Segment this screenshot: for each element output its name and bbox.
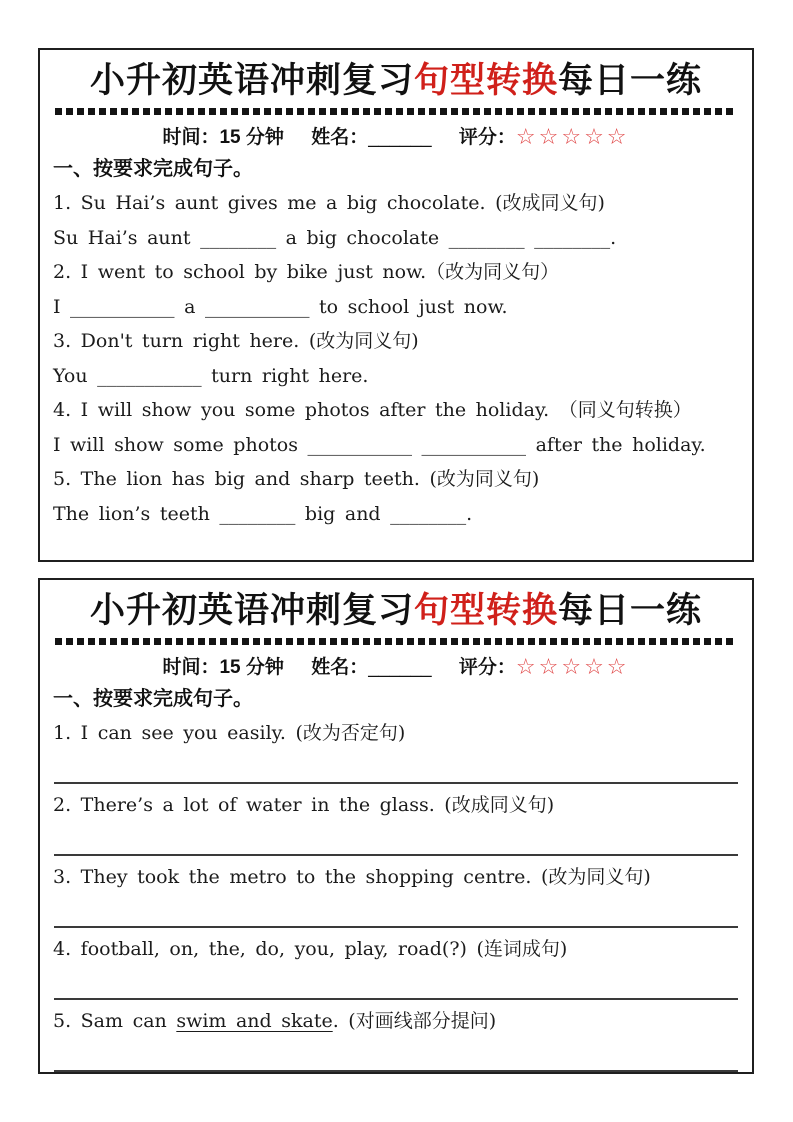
- title-black-left: 小升初英语冲刺复习: [89, 591, 414, 630]
- question-block-3: [53, 862, 739, 932]
- answer-line-5: The lion’s teeth ________ big and ________.: [53, 502, 473, 525]
- time-label: 时间：: [162, 657, 220, 678]
- time-value: 15 分钟: [219, 127, 284, 148]
- time-value: 15 分钟: [219, 657, 284, 678]
- title-black-left: 小升初英语冲刺复习: [89, 61, 414, 100]
- question-text: 5. Sam can: [53, 1010, 177, 1032]
- question-line-2: 2. I went to school by bike just now.（改为同义句）: [53, 261, 560, 283]
- score-field: [459, 127, 630, 148]
- answer-line-3: You ___________ turn right here.: [53, 364, 369, 387]
- answer-writing-line: [54, 892, 738, 928]
- question-block-5: [53, 1006, 739, 1076]
- time-field: [162, 127, 283, 148]
- score-stars-icon: ☆☆☆☆☆: [515, 655, 630, 680]
- answer-writing-line: [54, 1036, 738, 1072]
- worksheet-title: [53, 589, 739, 633]
- name-blank: ______: [368, 657, 432, 678]
- question-block-4: [53, 934, 739, 1004]
- question-line-5: [53, 1006, 739, 1036]
- dotted-divider: [55, 638, 737, 645]
- question-text-tail: . (对画线部分提问): [332, 1010, 497, 1032]
- question-line-1: 1. Su Hai’s aunt gives me a big chocolate. (改成同义句): [53, 192, 605, 214]
- question-line-4: [53, 934, 739, 964]
- name-label: 姓名：: [311, 127, 369, 148]
- underlined-phrase: swim and skate: [176, 1010, 333, 1032]
- answer-line-4: I will show some photos ___________ ___________ after the holiday.: [53, 433, 706, 456]
- score-label: 评分：: [458, 127, 516, 148]
- question-line-3: [53, 862, 739, 892]
- title-black-right: 每日一练: [558, 61, 703, 100]
- answer-line-1: Su Hai’s aunt ________ a big chocolate ________ ________.: [53, 226, 617, 249]
- score-field: [459, 657, 630, 678]
- answer-writing-line: [54, 964, 738, 1000]
- question-text: 4. football, on, the, do, you, play, road(?) (连词成句): [53, 938, 568, 960]
- name-field: [311, 127, 431, 148]
- answer-writing-line: [54, 748, 738, 784]
- question-text: 1. I can see you easily. (改为否定句): [53, 722, 406, 744]
- time-field: [162, 657, 283, 678]
- question-block-2: [53, 790, 739, 860]
- question-line-1: [53, 718, 739, 748]
- section-heading: 一、按要求完成句子。: [53, 688, 253, 710]
- name-blank: ______: [368, 127, 432, 148]
- meta-row: [53, 653, 739, 685]
- question-text: 3. They took the metro to the shopping centre. (改为同义句): [53, 866, 651, 888]
- question-line-2: [53, 790, 739, 820]
- answer-line-2: I ___________ a ___________ to school just now.: [53, 295, 508, 318]
- worksheet-card-1: [38, 48, 754, 562]
- score-label: 评分：: [458, 657, 516, 678]
- worksheet-title: [53, 59, 739, 103]
- worksheet-card-2: [38, 578, 754, 1074]
- name-label: 姓名：: [311, 657, 369, 678]
- dotted-divider: [55, 108, 737, 115]
- time-label: 时间：: [162, 127, 220, 148]
- question-block-1: [53, 718, 739, 788]
- section-heading: 一、按要求完成句子。: [53, 158, 253, 180]
- answer-writing-line: [54, 820, 738, 856]
- question-line-3: 3. Don't turn right here. (改为同义句): [53, 330, 419, 352]
- question-text: 2. There’s a lot of water in the glass. (改成同义句): [53, 794, 555, 816]
- title-red-highlight: 句型转换: [413, 591, 558, 630]
- name-field: [311, 657, 431, 678]
- meta-row: [53, 123, 739, 155]
- score-stars-icon: ☆☆☆☆☆: [515, 125, 630, 150]
- question-line-4: 4. I will show you some photos after the holiday. （同义句转换）: [53, 399, 692, 421]
- question-line-5: 5. The lion has big and sharp teeth. (改为同义句): [53, 468, 540, 490]
- title-black-right: 每日一练: [558, 591, 703, 630]
- title-red-highlight: 句型转换: [413, 61, 558, 100]
